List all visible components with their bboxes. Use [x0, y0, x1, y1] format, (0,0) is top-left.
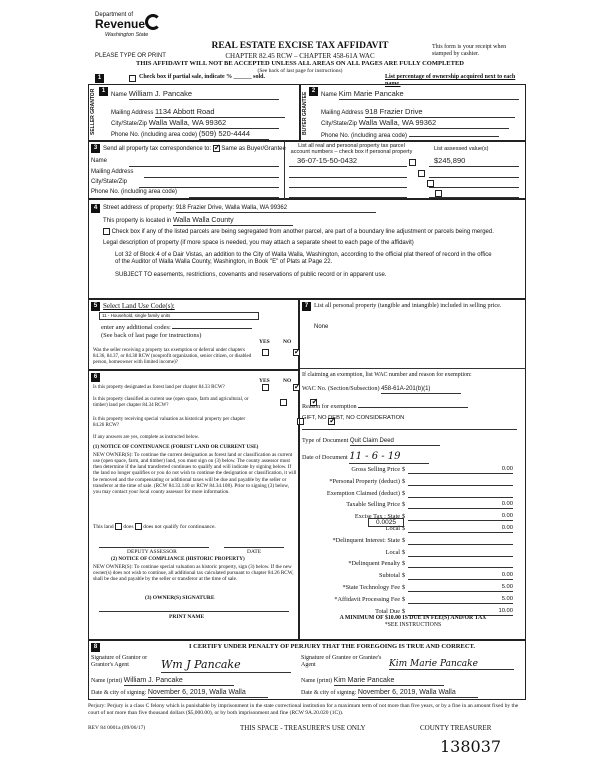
does-checkbox[interactable] [115, 523, 122, 530]
personal-property-value: None [314, 324, 329, 330]
s3-city-label: City/State/Zip [91, 179, 128, 185]
form-warning: THIS AFFIDAVIT WILL NOT BE ACCEPTED UNLESS ALL AREAS ON ALL PAGES ARE FULLY COMPLETED [136, 60, 464, 67]
tax-row-label: Excise Tax : State [354, 513, 400, 521]
buyer-name-label: Name [321, 92, 338, 98]
section-2-number: 2 [309, 87, 318, 96]
grantee-name-row [301, 677, 444, 686]
same-as-buyer-label: Same as Buyer/Grantee [221, 146, 286, 153]
tax-row-label: *Delinquent Penalty [348, 560, 400, 568]
section-6-box [88, 370, 299, 640]
personal-property-label: List all personal property (tangible and intangible) included in selling price. [314, 302, 502, 309]
doctype-label: Type of Document [302, 437, 349, 444]
revenue-logo [95, 12, 165, 46]
form-revision: REV 84 0001a (09/06/17) [88, 725, 146, 731]
doctype-value[interactable]: Quit Claim Deed [350, 438, 440, 446]
tax-row-label: Total Due [375, 607, 400, 615]
tax-row-label: *Personal Property (deduct) [329, 477, 400, 485]
buyer-addr[interactable]: 918 Frazier Drive [365, 108, 515, 118]
grantee-date-label: Date & city of signing: [301, 690, 357, 696]
dollar-sign: $ [402, 501, 406, 509]
tax-row-label: Local [385, 525, 400, 532]
parcel-pp-checkbox-2[interactable] [418, 170, 425, 177]
logo-line3: Washington State [105, 32, 149, 38]
does-not-checkbox[interactable] [135, 523, 142, 530]
dollar-sign: $ [402, 513, 406, 521]
segregated-checkbox[interactable] [103, 228, 110, 235]
parcel-header: List all real and personal property tax parcel account numbers – check box if personal property [290, 143, 413, 156]
tax-row [300, 537, 526, 548]
tax-row-label: Local [385, 548, 400, 556]
grantor-signature[interactable]: Wm J Pancake [161, 659, 291, 673]
enter-codes-label: enter any additional codes: [101, 324, 171, 331]
print-note: PLEASE TYPE OR PRINT [95, 53, 166, 59]
seller-name-label: Name [111, 92, 128, 98]
section-6-number: 6 [91, 373, 100, 382]
land-use-code-field[interactable]: 11 - Household, single family units [99, 312, 259, 320]
docdate-value[interactable]: 11 - 6 - 19 [349, 451, 429, 464]
this-land-label: This land [93, 523, 114, 530]
doctype-row [302, 437, 440, 446]
see-instructions: *SEE INSTRUCTIONS [384, 622, 442, 628]
parcel-number[interactable]: 36-07-15-50-0432 [297, 156, 358, 165]
section-7-box [299, 299, 526, 640]
see-back-note: (See back of last page for instructions) [257, 68, 343, 74]
s5-q1-yes[interactable] [262, 349, 269, 356]
tax-row [300, 490, 526, 501]
assessed-header: List assessed value(s) [434, 146, 489, 152]
tax-row-label: *Delinquent Interest: State [332, 536, 400, 544]
dollar-sign: $ [402, 607, 406, 615]
section-5-box [88, 299, 299, 370]
grantor-print-name[interactable]: William J. Pancake [124, 677, 234, 686]
seller-city[interactable]: Walla Walla, WA 99362 [149, 119, 279, 129]
stamp-number: 138037 [440, 737, 502, 756]
deputy-assessor-label: DEPUTY ASSESSOR [127, 549, 177, 555]
perjury-warning: Perjury: Perjury is a class C felony which is punishable by imprisonment in the state correctional institution for a maximum term of not more than five years, or by a fine in an amount fixed by the court of not more than five thousand dollars ($5,000.00), or by both imprisonment and fine (RCW 9A.20.020 (1C)). [88, 703, 519, 716]
dollar-sign: $ [402, 572, 406, 580]
tax-row [300, 501, 526, 512]
logo-swirl-icon [145, 14, 161, 30]
tax-row [300, 596, 526, 607]
seller-addr-label: Mailing Address [111, 110, 154, 116]
tax-row-value[interactable] [408, 560, 513, 568]
grantor-date-row [91, 689, 268, 698]
dollar-sign: $ [402, 536, 406, 544]
tax-row-value[interactable]: 0.00 [408, 525, 513, 533]
tax-row-value[interactable]: 0.00 [408, 501, 513, 509]
s3-mail-label: Mailing Address [91, 169, 134, 175]
seller-phone[interactable]: (509) 520-4444 [199, 130, 269, 140]
tax-row-value[interactable]: 0.00 [408, 466, 513, 474]
tax-row [300, 466, 526, 477]
tax-row [300, 525, 526, 536]
local-rate-field[interactable]: 0.0025 [368, 518, 404, 527]
grantor-sig-label: Signature of Grantor or Grantor's Agent [91, 655, 148, 668]
does-label: does [123, 523, 134, 530]
section-7-number: 7 [302, 302, 311, 311]
tax-row-value[interactable]: 0.00 [408, 513, 513, 521]
dollar-sign: $ [402, 548, 406, 556]
seller-phone-label: Phone No. (including area code) [111, 132, 198, 138]
subject-to: SUBJECT TO easements, restrictions, covenants and reservations of public record or in apparent use. [115, 272, 387, 278]
buyer-addr-label: Mailing Address [321, 110, 364, 116]
s6-no-header: NO [283, 378, 292, 384]
section-1-inner-number: 1 [99, 87, 108, 96]
buyer-addr-row [321, 108, 515, 118]
tax-row [300, 513, 526, 524]
logo-line2: Revenue [95, 17, 146, 31]
segregated-row [103, 228, 494, 236]
s5-question-1: Was the seller receiving a property tax exemption or deferral under chapters 84.36, 84.37, or 84.38 RCW (nonprofit organization, senior citizen, or disabled person, homeowner with limited income)? [93, 348, 252, 365]
seller-city-row [111, 119, 279, 129]
tax-row-label: Subtotal [379, 572, 400, 580]
treasurer-space: THIS SPACE - TREASURER'S USE ONLY [240, 724, 366, 732]
s3-phone-label: Phone No. (including area code) [91, 189, 178, 195]
same-as-buyer-checkbox[interactable] [213, 145, 220, 152]
section-4-box [88, 199, 526, 299]
buyer-phone-label: Phone No. (including area code) [321, 133, 408, 139]
buyer-city-label: City/State/Zip [321, 121, 358, 127]
grantee-print-name[interactable]: Kim Marie Pancake [334, 677, 444, 686]
tax-row-value[interactable] [408, 549, 513, 557]
print-name-label: PRINT NAME [169, 614, 205, 620]
wac-intro: If claiming an exemption, list WAC number and reason for exemption: [302, 372, 472, 378]
section-3-number: 3 [91, 144, 100, 153]
ownership-note: List percentage of ownership acquired next to each name. [385, 74, 516, 87]
reason-label: Reason for exemption [302, 403, 357, 410]
buyer-name[interactable]: Kim Marie Pancake [339, 90, 519, 100]
buyer-name-row [321, 90, 519, 100]
tax-row [300, 572, 526, 583]
tax-row-value[interactable] [408, 537, 513, 545]
deputy-date-label: DATE [247, 549, 262, 555]
tax-row-label: *State Technology Fee [342, 584, 400, 591]
receipt-note: This form is your receipt when stamped by cashier. [432, 44, 507, 57]
seller-city-label: City/State/Zip [111, 121, 148, 127]
section-1-number: 1 [95, 74, 104, 83]
reason-row [302, 401, 468, 410]
tax-row-value[interactable] [408, 478, 513, 486]
grantee-signature[interactable]: Kim Marie Pancake [389, 659, 514, 670]
s6-q2-yes[interactable] [280, 399, 287, 406]
grantor-name-row [91, 677, 234, 686]
dollar-sign: $ [402, 525, 406, 532]
grantee-date-row [301, 689, 478, 698]
s6-yes-header: YES [259, 378, 270, 384]
grantor-name-label: Name (print) [91, 678, 123, 684]
tax-row [300, 478, 526, 489]
located-row [103, 217, 293, 226]
dollar-sign: $ [402, 489, 406, 497]
owner-signature-label: (3) OWNER(S) SIGNATURE [145, 595, 215, 601]
tax-row-label: Taxable Selling Price [346, 501, 400, 509]
section-3-box [88, 141, 526, 199]
partial-sale-checkbox[interactable] [129, 75, 136, 82]
legal-description: Lot 32 of Block 4 of e Dair Vistas, an addition to the City of Walla Walla, Washington, according to the official plat thereof of record in the office of the Auditor of Walla Walla County, Washington, in Book "E" of Plats at Page 22. [115, 252, 492, 265]
tax-row-label: Exemption Claimed (deduct) [326, 489, 400, 497]
located-label: This property is located in [103, 218, 172, 224]
wac-label: WAC No. (Section/Subsection) [302, 385, 380, 392]
dollar-sign: $ [402, 584, 406, 591]
tax-row-value[interactable]: 10.00 [408, 608, 513, 616]
buyer-city[interactable]: Walla Walla, WA 99362 [359, 119, 509, 129]
tax-row-label: Gross Selling Price [351, 466, 400, 473]
notice-2-title: (2) NOTICE OF COMPLIANCE (HISTORIC PROPERTY) [111, 556, 245, 562]
street-address[interactable]: 918 Frazier Drive, Walla Walla, WA 99362 [176, 205, 376, 213]
docdate-label: Date of Document [302, 454, 348, 461]
select-land-use-label: Select Land Use Code(s): [103, 302, 175, 310]
reason-text: GIFT, NO DEBT, NO CONSIDERATION [302, 415, 405, 421]
street-row [103, 205, 376, 213]
tax-row-value[interactable] [408, 490, 513, 498]
street-label: Street address of property: [103, 205, 175, 211]
form-title: REAL ESTATE EXCISE TAX AFFIDAVIT [211, 41, 389, 51]
grantor-date[interactable]: November 6, 2019, Walla Walla [148, 689, 268, 698]
grantee-date[interactable]: November 6, 2019, Walla Walla [358, 689, 478, 698]
section-5-number: 5 [91, 302, 100, 311]
seller-addr-row [111, 108, 285, 118]
s6-question-1: Is this property designated as forest land per chapter 84.33 RCW? [93, 385, 225, 390]
send-label: Send all property tax correspondence to: [103, 146, 212, 153]
dollar-sign: $ [402, 466, 406, 473]
continuance-row [93, 523, 216, 530]
parcel-pp-checkbox-3[interactable] [427, 180, 434, 187]
section-4-number: 4 [91, 204, 100, 213]
grantee-name-label: Name (print) [301, 678, 333, 684]
tax-row-value[interactable]: 0.00 [408, 572, 513, 580]
seller-side-label: SELLER GRANTOR [90, 88, 96, 135]
county-treasurer: COUNTY TREASURER [420, 724, 492, 732]
partial-sale-row [95, 74, 525, 87]
wac-row [302, 385, 461, 394]
certify-statement: I CERTIFY UNDER PENALTY OF PERJURY THAT THE FOREGOING IS TRUE AND CORRECT. [189, 643, 476, 650]
grantor-date-label: Date & city of signing: [91, 690, 147, 696]
seller-name-row [111, 90, 279, 100]
tax-row [300, 584, 526, 595]
tax-row [300, 549, 526, 560]
dollar-sign: $ [402, 560, 406, 568]
logo-line1: Department of [95, 12, 134, 18]
buyer-side-label: BUYER GRANTEE [302, 91, 308, 135]
reason-blank[interactable] [358, 401, 468, 408]
dollar-sign: $ [402, 477, 406, 485]
buyer-box [300, 84, 526, 141]
s5-no-header: NO [283, 339, 292, 345]
buyer-city-row [321, 119, 509, 129]
form-chapter: CHAPTER 82.45 RCW – CHAPTER 458-61A WAC [225, 52, 375, 60]
s6-question-2: Is this property classified as current use (open space, farm and agricultural, or timber) land per chapter 84.34 RCW? [93, 397, 249, 408]
located-county[interactable]: Walla Walla County [173, 217, 293, 226]
wac-number[interactable]: 458-61A-201(b)(1) [381, 386, 461, 394]
dollar-sign: $ [402, 595, 406, 603]
s6-question-3: Is this property receiving special valuation as historical property per chapter 84.26 RCW? [93, 417, 246, 428]
s5-see-back: (See back of last page for instructions) [101, 332, 202, 339]
section-8-number: 8 [91, 643, 100, 652]
notice-1-body: NEW OWNER(S): To continue the current designation as forest land or classification as current use (open space, farm, and timber) land, you must sign on (3) below. The county assessor must then determine if the land transferred continues to qualify and will indicate by signing below. If the land no longer qualifies or you do not wish to continue the designation or classification, it will be removed and the compensating or additional taxes will be due and payable by the seller or transferor at the time of sale. (RCW 84.33.140 or RCW 84.34.108). Prior to signing (3) below, you may contact your local county assessor for more information. [93, 452, 297, 495]
seller-box [88, 84, 300, 141]
tax-row-value[interactable]: 5.00 [408, 584, 513, 592]
seller-name[interactable]: William J. Pancake [129, 90, 279, 100]
assessed-value[interactable]: $245,890 [434, 156, 466, 165]
send-row [103, 145, 286, 153]
partial-sale-label: Check box if partial sale, indicate % ______ sold. [139, 74, 266, 80]
notice-2-body: NEW OWNER(S): To continue special valuation as historic property, sign (3) below. If the new owner(s) does not wish to continue, all additional tax calculated pursuant to chapter 84.26 RCW, shall be due and payable by the seller or transferor at the time of sale. [93, 564, 294, 583]
does-not-label: does not qualify for continuance. [143, 523, 216, 530]
segregated-label: Check box if any of the listed parcels are being segregated from another parcel, are part of a boundary line adjustment or parcels being merged. [111, 229, 494, 236]
seller-phone-row [111, 130, 269, 140]
section-8-box [88, 640, 526, 700]
seller-addr[interactable]: 1134 Abbott Road [155, 108, 285, 118]
notice-1-title: (1) NOTICE OF CONTINUANCE (FOREST LAND OR CURRENT USE) [93, 444, 259, 450]
enter-codes-row [101, 322, 252, 331]
minimum-note: A MINIMUM OF $10.00 IS DUE IN FEE(S) AND/OR TAX [339, 615, 487, 621]
tax-row-label: *Affidavit Processing Fee [334, 595, 400, 603]
s3-name-label: Name [91, 158, 108, 164]
tax-row [300, 560, 526, 571]
legal-label: Legal description of property (if more space is needed, you may attach a separate sheet to each page of the affidavit) [103, 240, 414, 246]
parcel-pp-checkbox-4[interactable] [435, 190, 442, 197]
grantee-sig-label: Signature of Grantee or Grantee's Agent [301, 655, 382, 668]
tax-row-value[interactable]: 5.00 [408, 596, 513, 604]
docdate-row [302, 451, 429, 464]
buyer-phone[interactable] [409, 130, 499, 137]
s6-q1-yes[interactable] [262, 384, 269, 391]
s5-yes-header: YES [259, 339, 270, 345]
parcel-pp-checkbox-1[interactable] [409, 159, 416, 166]
s6-if-yes: If any answers are yes, complete as instructed below. [93, 435, 200, 440]
buyer-phone-row [321, 130, 499, 140]
additional-codes-input[interactable] [172, 322, 252, 329]
